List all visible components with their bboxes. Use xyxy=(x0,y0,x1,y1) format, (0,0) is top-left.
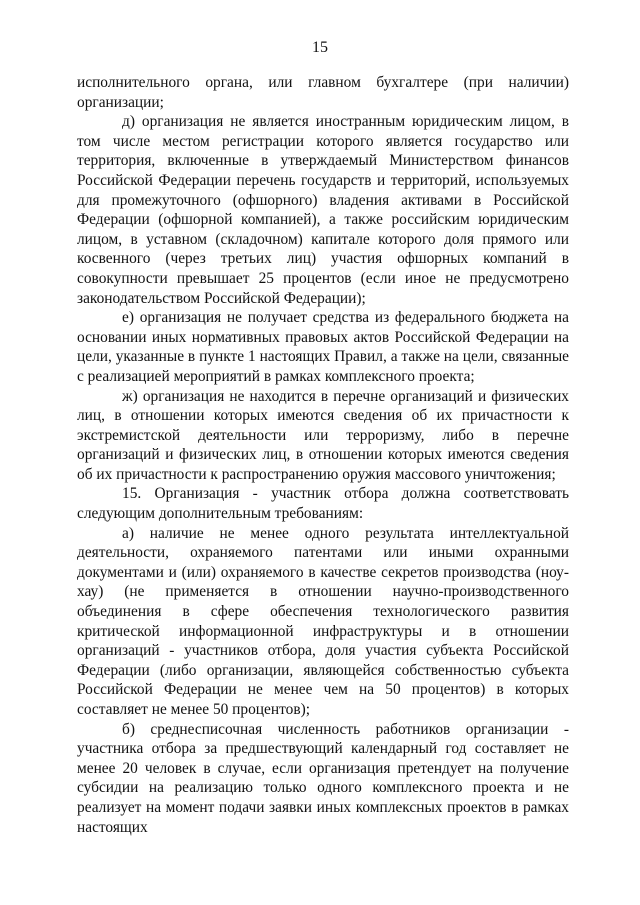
paragraph-item-zh: ж) организация не находится в перечне организаций и физических лиц, в отношении которых имеются сведения об их причастности к экстремистской деятельности или терроризму, либо в перечне организаций и физических лиц, в отношении которых имеются сведения об их причастности к распространению оружия массового уничтожения; xyxy=(77,387,569,483)
paragraph-continuation: исполнительного органа, или главном бухгалтере (при наличии) организации; xyxy=(77,74,569,111)
paragraph-item-a: а) наличие не менее одного результата интеллектуальной деятельности, охраняемого патентами или иными охранными документами и (или) охраняемого в качестве секретов производства (ноу-хау) (не применяется в отношении научно-производственного объединения в сфере обеспечения технологического развития критической информационной инфраструктуры и в отношении организаций - участников отбора, доля участия субъекта Российской Федерации (либо организации, являющейся собственностью субъекта Российской Федерации не менее чем на 50 процентов) в которых составляет не менее 50 процентов); xyxy=(77,524,569,718)
paragraph-item-d: д) организация не является иностранным юридическим лицом, в том числе местом регистрации которого является государство или территория, включенные в утверждаемый Министерством финансов Российской Федерации перечень государств и территорий, используемых для промежуточного (офшорного) владения активами в Российской Федерации (офшорной компанией), а также российским юридическим лицом, в уставном (складочном) капитале которого доля прямого или косвенного (через третьих лиц) участия офшорных компаний в совокупности превышает 25 процентов (если иное не предусмотрено законодательством Российской Федерации); xyxy=(77,113,569,307)
document-body xyxy=(77,73,569,837)
paragraph-section-15: 15. Организация - участник отбора должна соответствовать следующим дополнительным требованиям: xyxy=(77,485,569,523)
paragraph-item-b: б) среднесписочная численность работников организации - участника отбора за предшествующий календарный год составляет не менее 20 человек в случае, если организация претендует на получение субсидии на реализацию только одного комплексного проекта и не реализует на момент подачи заявки иных комплексных проектов в рамках настоящих xyxy=(77,720,569,836)
paragraph-item-e: е) организация не получает средства из федерального бюджета на основании иных нормативных правовых актов Российской Федерации на цели, указанные в пункте 1 настоящих Правил, а также на цели, связанные с реализацией мероприятий в рамках комплексного проекта; xyxy=(77,309,569,385)
page-number: 15 xyxy=(312,39,328,56)
